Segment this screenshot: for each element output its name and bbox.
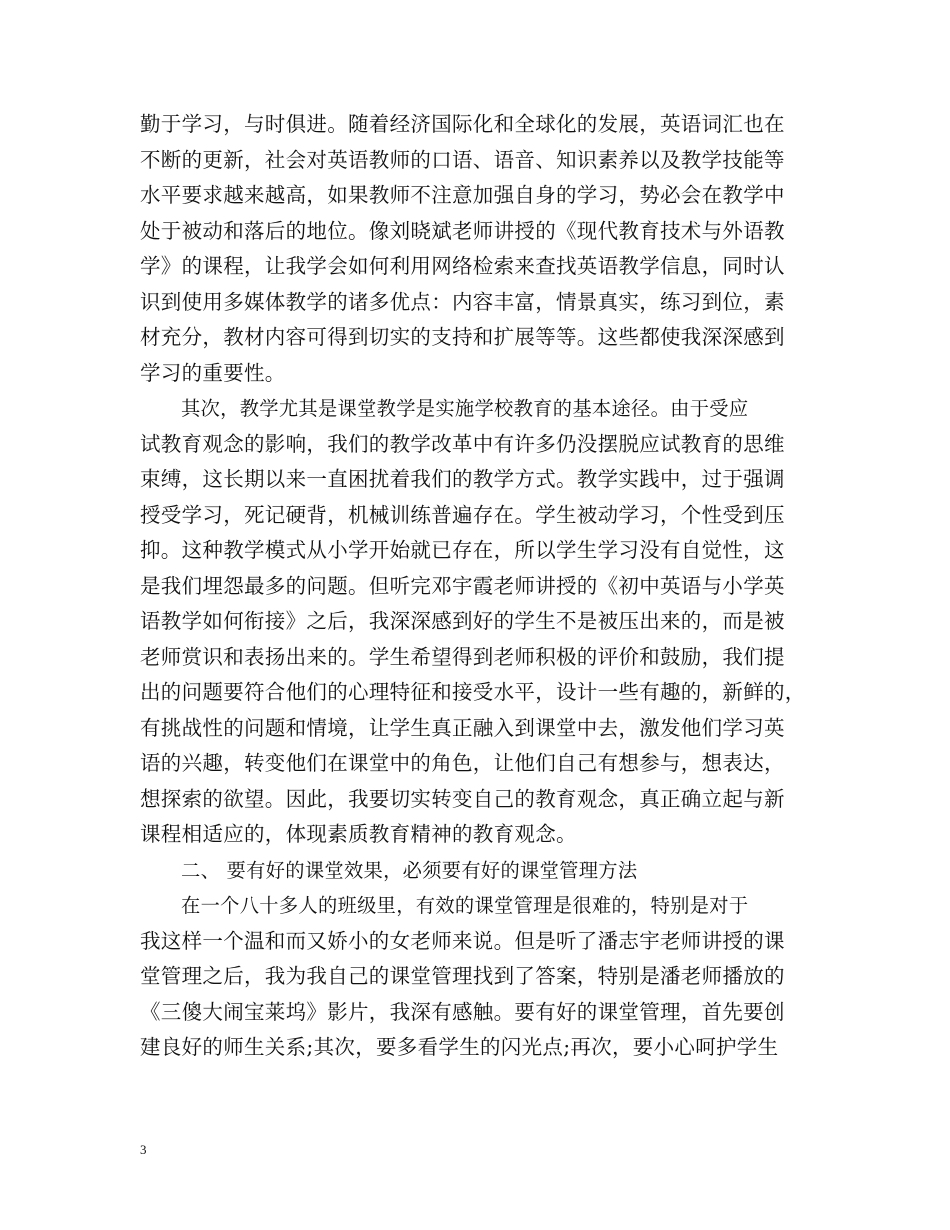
text-line: 学习的重要性。 [140,360,286,385]
text-line: 水平要求越来越高，如果教师不注意加强自身的学习，势必会在教学中 [140,183,785,207]
text-line: 勤于学习，与时俱进。随着经济国际化和全球化的发展，英语词汇也在 [140,112,785,136]
text-line: 试教育观念的影响，我们的教学改革中有许多仍没摆脱应试教育的思维 [140,431,785,456]
text-line: 堂管理之后，我为我自己的课堂管理找到了答案，特别是潘老师播放的 [140,964,785,988]
text-line: 处于被动和落后的地位。像刘晓斌老师讲授的《现代教育技术与外语教 [140,218,785,243]
text-line: 想探索的欲望。因此，我要切实转变自己的教育观念，真正确立起与新 [140,786,785,811]
text-line: 出的问题要符合他们的心理特征和接受水平，设计一些有趣的，新鲜的， [140,680,806,704]
text-line: 课程相适应的，体现素质教育精神的教育观念。 [140,822,577,846]
text-line: 抑。这种教学模式从小学开始就已存在，所以学生学习没有自觉性，这 [140,538,785,562]
text-line: 不断的更新，社会对英语教师的口语、语音、知识素养以及教学技能等 [140,147,785,172]
text-line: 其次，教学尤其是课堂教学是实施学校教育的基本途径。由于受应 [181,397,749,420]
text-line: 材充分，教材内容可得到切实的支持和扩展等等。这些都使我深深感到 [140,325,785,349]
text-line: 有挑战性的问题和情境，让学生真正融入到课堂中去，激发他们学习英 [140,715,785,740]
text-line: 二、 要有好的课堂效果，必须要有好的课堂管理方法 [181,858,638,882]
text-line: 《三傻大闹宝莱坞》影片，我深有感触。要有好的课堂管理，首先要创 [140,999,785,1024]
text-line: 束缚，这长期以来一直困扰着我们的教学方式。教学实践中，过于强调 [140,467,785,491]
text-line: 语教学如何衔接》之后，我深深感到好的学生不是被压出来的，而是被 [140,609,785,633]
text-line: 识到使用多媒体教学的诸多优点：内容丰富，情景真实，练习到位，素 [140,289,785,314]
text-line: 学》的课程，让我学会如何利用网络检索来查找英语教学信息，同时认 [140,254,785,278]
page-number: 3 [140,1142,147,1157]
text-line: 建良好的师生关系;其次，要多看学生的闪光点;再次，要小心呵护学生 [140,1035,779,1059]
text-line: 我这样一个温和而又娇小的女老师来说。但是听了潘志宇老师讲授的课 [140,928,785,953]
text-line: 在一个八十多人的班级里，有效的课堂管理是很难的，特别是对于 [181,894,749,917]
text-line: 语的兴趣，转变他们在课堂中的角色，让他们自己有想参与，想表达， [140,751,785,775]
body-text [140,107,830,1066]
text-line: 授受学习，死记硬背，机械训练普遍存在。学生被动学习，个性受到压 [140,502,785,527]
text-line: 老师赏识和表扬出来的。学生希望得到老师积极的评价和鼓励，我们提 [140,644,785,669]
text-line: 是我们埋怨最多的问题。但听完邓宇霞老师讲授的《初中英语与小学英 [140,573,785,598]
